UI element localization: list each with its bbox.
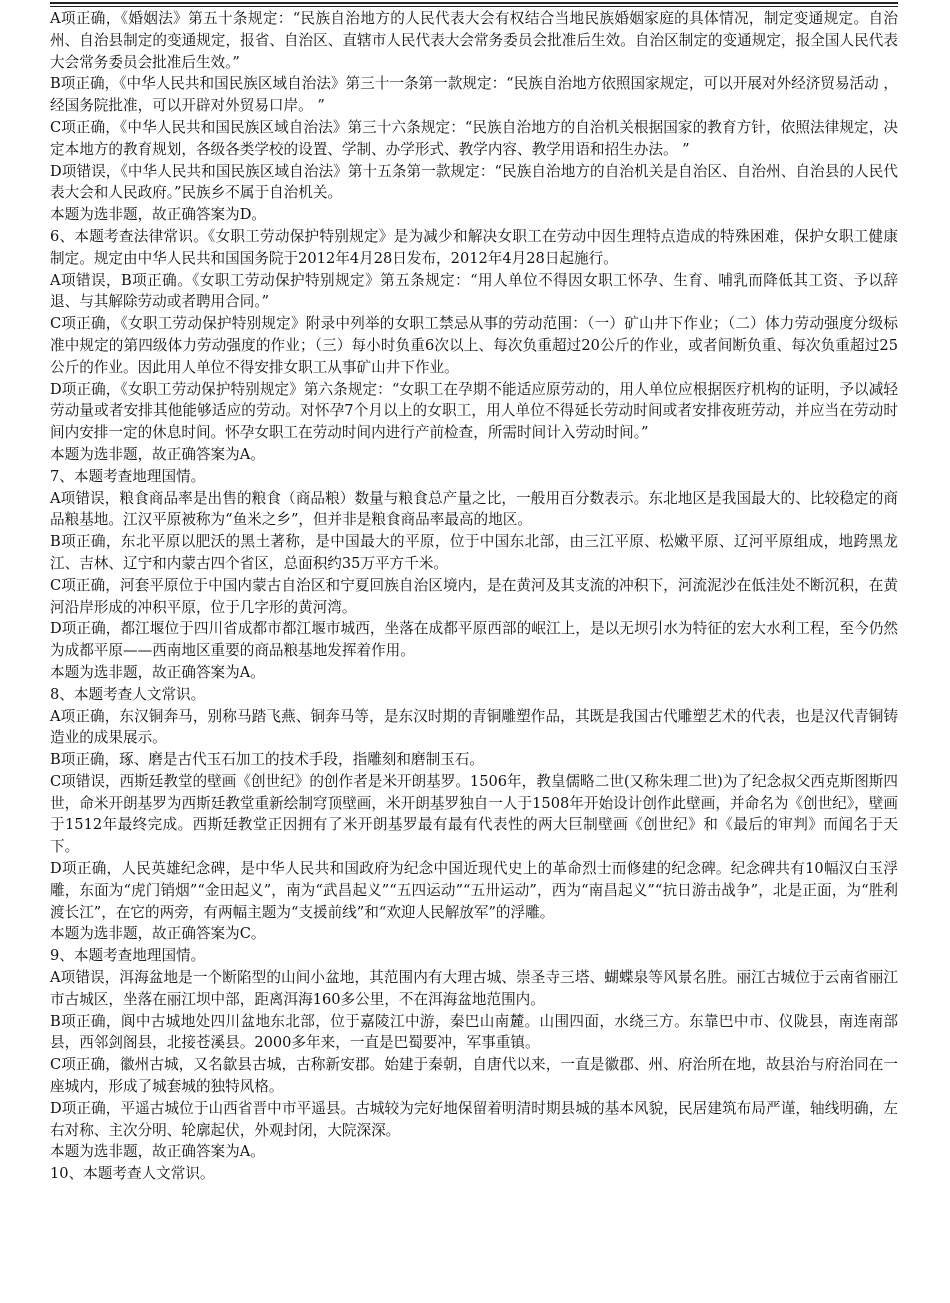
- q5-option-b: B项正确，《中华人民共和国民族区域自治法》第三十一条第一款规定：“民族自治地方依照国家规定，可以开展对外经济贸易活动 ，经国务院批准，可以开辟对外贸易口岸。 ”: [50, 75, 898, 115]
- q8-option-a: A项正确，东汉铜奔马，别称马踏飞燕、铜奔马等，是东汉时期的青铜雕塑作品，其既是我国古代雕塑艺术的代表，也是汉代青铜铸造业的成果展示。: [50, 707, 898, 747]
- q9-option-d: D项正确，平遥古城位于山西省晋中市平遥县。古城较为完好地保留着明清时期县城的基本风貌，民居建筑布局严谨，轴线明确，左右对称、主次分明、轮廓起伏，外观封闭，大院深深。: [50, 1099, 898, 1139]
- q6-option-d: D项正确，《女职工劳动保护特别规定》第六条规定：“女职工在孕期不能适应原劳动的，用人单位应根据医疗机构的证明，予以减轻劳动量或者安排其他能够适应的劳动。对怀孕7个月以上的女职工，用人单位不得延长劳动时间或者安排夜班劳动，并应当在劳动时间内安排一定的休息时间。怀孕女职工在劳动时间内进行产前检查，所需时间计入劳动时间。”: [50, 380, 898, 442]
- q7-option-b: B项正确，东北平原以肥沃的黑土著称，是中国最大的平原，位于中国东北部，由三江平原、松嫩平原、辽河平原组成，地跨黑龙江、吉林、辽宁和内蒙古四个省区，总面积约35万平方千米。: [50, 533, 898, 572]
- q9-option-c: C项正确，徽州古城，又名歙县古城，古称新安郡。始建于秦朝，自唐代以来，一直是徽郡、州、府治所在地，故县治与府治同在一座城内，形成了城套城的独特风格。: [50, 1056, 898, 1096]
- q7-option-d: D项正确，都江堰位于四川省成都市都江堰市城西，坐落在成都平原西部的岷江上，是以无坝引水为特征的宏大水利工程，至今仍然为成都平原——西南地区重要的商品粮基地发挥着作用。: [50, 620, 898, 660]
- q5-option-a: A项正确，《婚姻法》第五十条规定：“民族自治地方的人民代表大会有权结合当地民族婚姻家庭的具体情况，制定变通规定。自治州、自治县制定的变通规定，报省、自治区、直辖市人民代表大会常务委员会批准后生效。自治区制定的变通规定，报全国人民代表大会常务委员会批准后生效。”: [50, 10, 898, 71]
- q7-answer: 本题为选非题，故正确答案为A。: [50, 663, 265, 681]
- q6-option-ab: A项错误，B项正确。《女职工劳动保护特别规定》第五条规定：“用人单位不得因女职工怀孕、生育、哺乳而降低其工资、予以辞退、与其解除劳动或者聘用合同。”: [50, 271, 898, 311]
- q6-answer: 本题为选非题，故正确答案为A。: [50, 445, 265, 463]
- q8-option-d: D项正确，人民英雄纪念碑，是中华人民共和国政府为纪念中国近现代史上的革命烈士而修建的纪念碑。纪念碑共有10幅汉白玉浮雕，东面为“虎门销烟”“金田起义”，南为“武昌起义”“五四运动”“五卅运动”，西为“南昌起义”“抗日游击战争”，北是正面，为“胜利渡长江”，在它的两旁，有两幅主题为“支援前线”和“欢迎人民解放军”的浮雕。: [50, 860, 898, 921]
- q8-answer: 本题为选非题，故正确答案为C。: [50, 925, 266, 943]
- q8-option-b: B项正确，琢、磨是古代玉石加工的技术手段，指雕刻和磨制玉石。: [50, 751, 484, 769]
- q5-option-d: D项错误，《中华人民共和国民族区域自治法》第十五条第一款规定：“民族自治地方的自治机关是自治区、自治州、自治县的人民代表大会和人民政府。”民族乡不属于自治机关。: [50, 162, 898, 202]
- q7-option-a: A项错误，粮食商品率是出售的粮食（商品粮）数量与粮食总产量之比，一般用百分数表示。东北地区是我国最大的、比较稳定的商品粮基地。江汉平原被称为“鱼米之乡”，但并非是粮食商品率最高的地区。: [50, 489, 898, 529]
- q6-heading: 6、本题考查法律常识。《女职工劳动保护特别规定》是为减少和解决女职工在劳动中因生理特点造成的特殊困难，保护女职工健康制定。规定由中华人民共和国国务院于2012年4月28日发布，2012年4月28日起施行。: [50, 227, 898, 267]
- answer-explanations: [50, 8, 898, 1185]
- q9-answer: 本题为选非题，故正确答案为A。: [50, 1143, 265, 1161]
- q9-heading: 9、本题考查地理国情。: [50, 947, 206, 965]
- q5-option-c: C项正确，《中华人民共和国民族区域自治法》第三十六条规定：“民族自治地方的自治机关根据国家的教育方针，依照法律规定，决定本地方的教育规划，各级各类学校的设置、学制、办学形式、教学内容、教学用语和招生办法。 ”: [50, 118, 898, 158]
- top-rule-thick: [50, 2, 898, 4]
- top-rule-thin: [50, 6, 898, 7]
- q9-option-b: B项正确，阆中古城地处四川盆地东北部，位于嘉陵江中游，秦巴山南麓。山围四面，水绕三方。东靠巴中市、仪陇县，南连南部县，西邻剑阁县，北接苍溪县。2000多年来，一直是巴蜀要冲，军事重镇。: [50, 1012, 898, 1052]
- q8-option-c: C项错误，西斯廷教堂的壁画《创世纪》的创作者是米开朗基罗。1506年，教皇儒略二世(又称朱理二世)为了纪念叔父西克斯图斯四世，命米开朗基罗为西斯廷教堂重新绘制穹顶壁画，米开朗基罗独自一人于1508年开始设计创作此壁画，并命名为《创世纪》，壁画于1512年最终完成。西斯廷教堂正因拥有了米开朗基罗最有最有代表性的两大巨制壁画《创世纪》和《最后的审判》而闻名于天下。: [50, 772, 898, 856]
- q9-option-a: A项错误，洱海盆地是一个断陷型的山间小盆地，其范围内有大理古城、崇圣寺三塔、蝴蝶泉等风景名胜。丽江古城位于云南省丽江市古城区，坐落在丽江坝中部，距离洱海160多公里，不在洱海盆地范围内。: [50, 969, 898, 1008]
- q10-heading: 10、本题考查人文常识。: [50, 1165, 215, 1183]
- q7-heading: 7、本题考查地理国情。: [50, 467, 206, 485]
- q6-option-c: C项正确，《女职工劳动保护特别规定》附录中列举的女职工禁忌从事的劳动范围：（一）矿山井下作业；（二）体力劳动强度分级标准中规定的第四级体力劳动强度的作业；（三）每小时负重6次以上、每次负重超过20公斤的作业，或者间断负重、每次负重超过25公斤的作业。因此用人单位不得安排女职工从事矿山井下作业。: [50, 315, 898, 376]
- q5-answer: 本题为选非题，故正确答案为D。: [50, 206, 267, 224]
- q7-option-c: C项正确，河套平原位于中国内蒙古自治区和宁夏回族自治区境内，是在黄河及其支流的冲积下，河流泥沙在低洼处不断沉积，在黄河沿岸形成的冲积平原，位于几字形的黄河湾。: [50, 576, 898, 616]
- q8-heading: 8、本题考查人文常识。: [50, 685, 206, 703]
